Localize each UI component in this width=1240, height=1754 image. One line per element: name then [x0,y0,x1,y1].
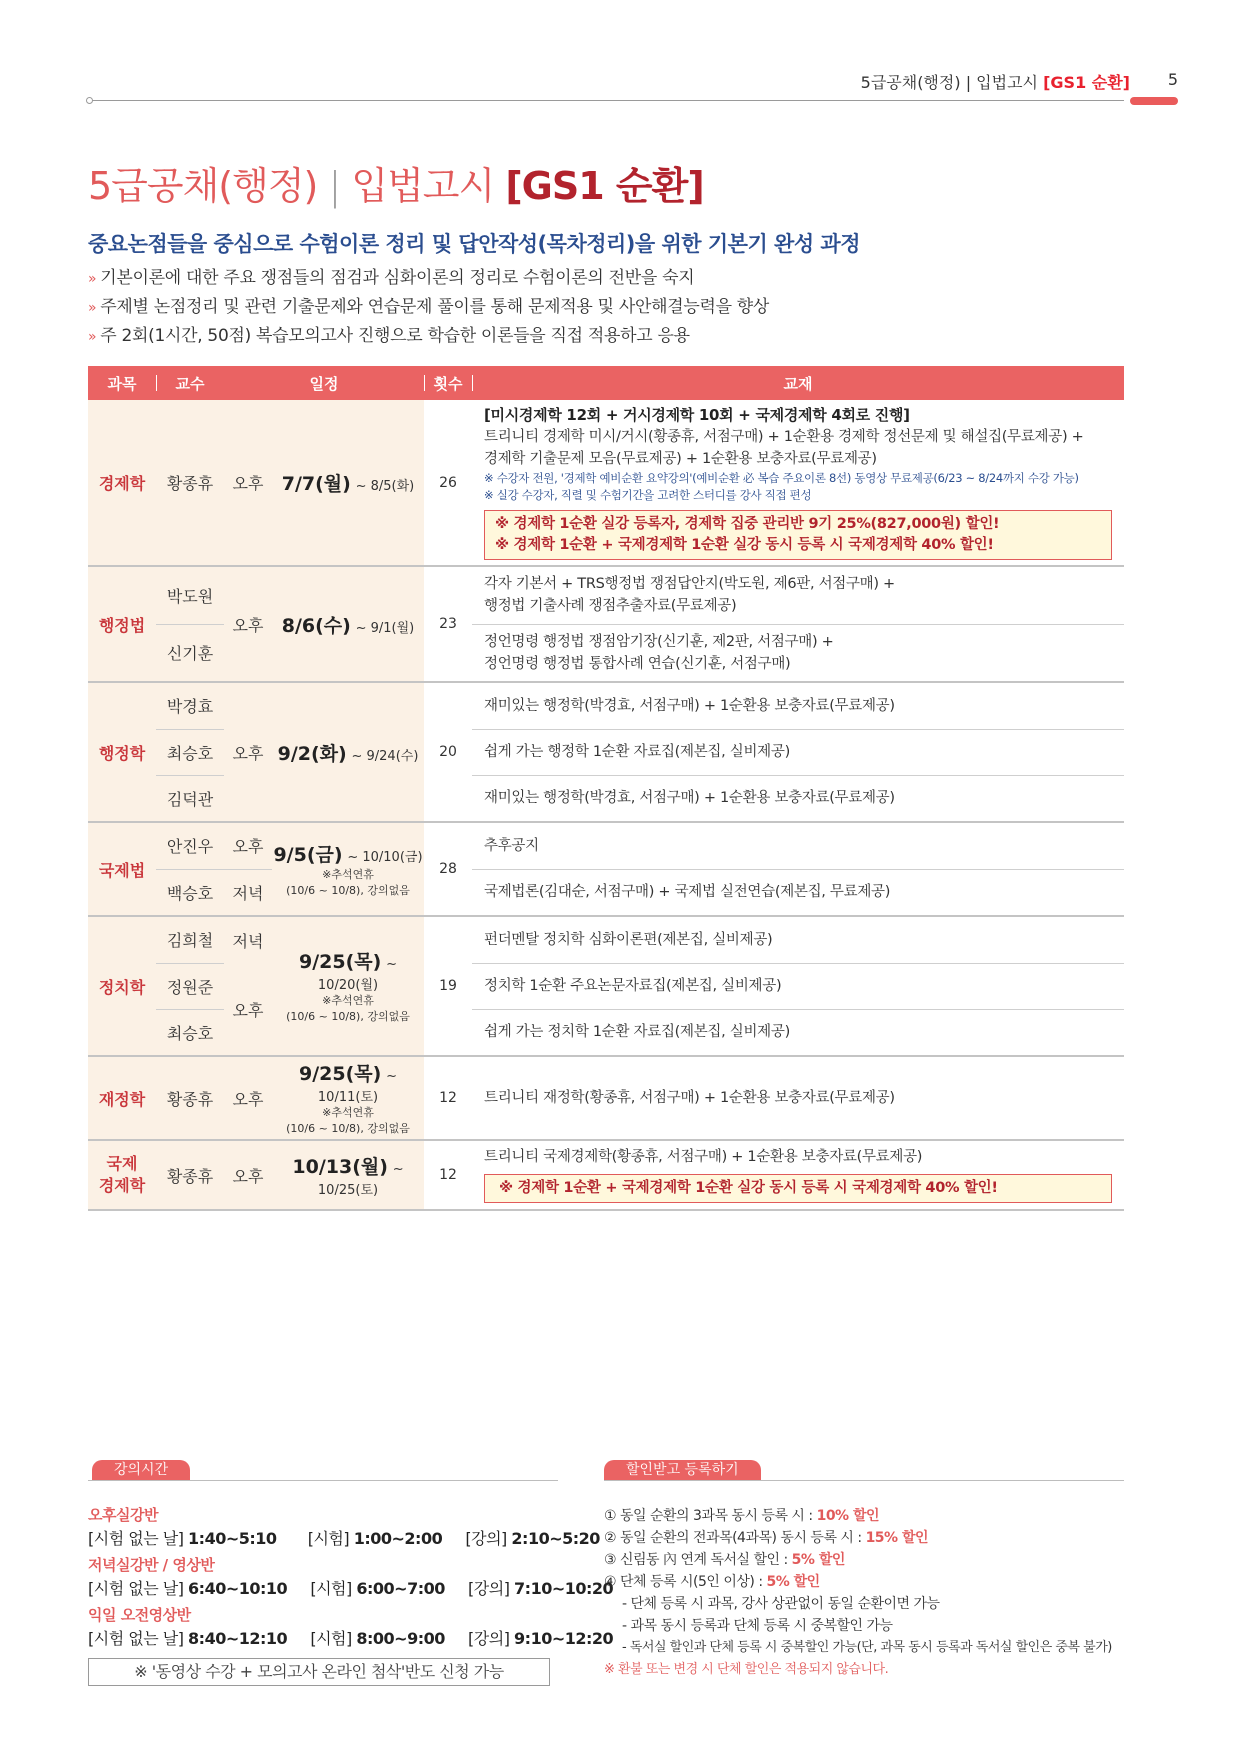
time-value: 1:00~2:00 [353,1529,443,1548]
lecture-times-divider [88,1480,558,1481]
promo-line: ※ 경제학 1순환 + 국제경제학 1순환 실강 동시 등록 시 국제경제학 40% 할인! [495,536,994,553]
discount-rate: 15% 할인 [865,1530,928,1546]
page-number: 5 [1167,70,1178,89]
schedule-cell [272,1056,424,1140]
schedule-cell [272,400,424,566]
discount-rate: 10% 할인 [816,1508,880,1524]
time-value: 1:40~5:10 [188,1529,277,1548]
discount-item [604,1527,1144,1549]
date-sub: ~ 9/24(수) [351,748,419,764]
table-row-politics [88,916,1124,963]
promo-line: ※ 경제학 1순환 실강 등록자, 경제학 집중 관리반 9기 25%(827,000원) 할인! [495,515,1000,532]
time-value: 8:00~9:00 [356,1629,445,1648]
professor-cell: 최승호 [156,729,224,775]
discount-text: ④ 단체 등록 시(5인 이상) : [604,1574,767,1590]
time-cell: 오후 [224,566,272,682]
subject-cell [88,1140,156,1210]
time-cell: 오후 [224,963,272,1056]
title-part3: [GS1 순환] [505,164,704,208]
running-header-part2: 입법고시 [976,73,1038,92]
bullet-marker: » [88,271,97,287]
professor-cell: 황종휴 [156,1056,224,1140]
professor-cell: 황종휴 [156,400,224,566]
discount-subitem: - 과목 동시 등록과 단체 등록 시 중복할인 가능 [622,1618,893,1634]
online-option-note: ※ '동영상 수강 + 모의고사 온라인 첨삭'반도 신청 가능 [88,1658,550,1686]
date-sub: ~ 10/20(월) [317,957,397,993]
professor-cell: 황종휴 [156,1140,224,1210]
promo-box [484,510,1112,560]
date-note: (10/6 ~ 10/8), 강의없음 [286,1010,410,1023]
lecture-times [88,1504,614,1652]
subject-line: 국제 [106,1154,138,1173]
textbook-line: 행정법 기출사례 쟁점추출자료(무료제공) [484,598,737,615]
textbook-cell: 쉽게 가는 행정학 1순환 자료집(제본집, 실비제공) [472,729,1124,775]
time-cell: 오후 [224,1056,272,1140]
textbook-cell [472,400,1124,566]
intro-bullets [88,264,769,351]
time-cell: 저녁 [224,916,272,963]
lecture-times-label: 강의시간 [92,1460,190,1480]
promo-box [484,1174,1112,1203]
schedule-cell [272,566,424,682]
header-subject: 과목 [88,366,156,400]
count-cell: 19 [424,916,472,1056]
header-schedule: 일정 [224,366,424,400]
professor-cell: 정원준 [156,963,224,1009]
lecture-group-name: 저녁실강반 / 영상반 [88,1556,215,1574]
discount-warning: ※ 환불 또는 변경 시 단체 할인은 적용되지 않습니다. [604,1662,889,1677]
lecture-time-row [88,1626,614,1652]
lecture-group-name: 익일 오전영상반 [88,1606,191,1624]
intro-bullet [88,322,769,351]
discount-subitem: - 단체 등록 시 과목, 강사 상관없이 동일 순환이면 가능 [622,1596,940,1612]
bullet-text: 기본이론에 대한 주요 쟁점들의 점검과 심화이론의 정리로 수험이론의 전반을 숙지 [100,268,695,288]
schedule-cell [272,822,424,916]
time-value: 2:10~5:20 [511,1529,600,1548]
promo-line: ※ 경제학 1순환 + 국제경제학 1순환 실강 동시 등록 시 국제경제학 40% 할인! [499,1179,998,1196]
date-sub: ~ 10/11(토) [317,1069,397,1105]
discount-text: ③ 신림동 內 연계 독서실 할인 : [604,1552,792,1568]
running-header [861,70,1130,93]
subject-cell: 재정학 [88,1056,156,1140]
bullet-text: 주 2회(1시간, 50점) 복습모의고사 진행으로 학습한 이론들을 직접 적용하고 응용 [100,326,690,346]
discount-item [604,1505,1144,1527]
schedule-cell [272,682,424,822]
subject-cell: 경제학 [88,400,156,566]
time-value: 8:40~12:10 [188,1629,288,1648]
textbook-cell: 정치학 1순환 주요논문자료집(제본집, 실비제공) [472,963,1124,1009]
professor-cell: 안진우 [156,822,224,869]
textbook-line: 정언명령 행정법 쟁점암기장(신기훈, 제2판, 서점구매) + [484,633,834,650]
time-label: [강의] [468,1579,510,1598]
textbook-line: 경제학 기출문제 모음(무료제공) + 1순환용 보충자료(무료제공) [484,450,877,467]
discount-subitem: - 독서실 할인과 단체 등록 시 중복할인 가능(단, 과목 동시 등록과 독서실 할인은 중복 불가) [622,1640,1112,1655]
bullet-text: 주제별 논점정리 및 관련 기출문제와 연습문제 풀이를 통해 문제적용 및 사안해결능력을 향상 [100,297,770,317]
subject-cell: 행정학 [88,682,156,822]
schedule-cell [272,1140,424,1210]
time-label: [시험] [310,1579,352,1598]
time-label: [시험 없는 날] [88,1529,184,1548]
textbook-cell [472,566,1124,624]
date-main: 8/6(수) [281,614,351,637]
date-sub: ~ 10/10(금) [347,849,423,865]
textbook-cell [472,624,1124,682]
time-label: [강의] [468,1629,510,1648]
count-cell: 23 [424,566,472,682]
time-cell: 오후 [224,822,272,869]
professor-cell: 박도원 [156,566,224,624]
table-row-intl-law [88,822,1124,869]
date-sub: ~ 9/1(월) [355,620,415,636]
time-cell: 오후 [224,1140,272,1210]
discount-label: 할인받고 등록하기 [604,1460,761,1480]
running-header-part1: 5급공채(행정) [860,73,961,92]
textbook-cell: 재미있는 행정학(박경효, 서점구매) + 1순환용 보충자료(무료제공) [472,775,1124,822]
textbook-cell: 국제법론(김대순, 서점구매) + 국제법 실전연습(제본집, 무료제공) [472,869,1124,916]
discount-list [604,1505,1144,1681]
time-cell: 오후 [224,682,272,822]
title-part1: 5급공채(행정) [88,164,318,208]
professor-cell: 김희철 [156,916,224,963]
discount-item [604,1571,1144,1593]
date-note: ※추석연휴 [322,1106,374,1119]
textbook-note: ※ 수강자 전원, '경제학 예비순환 요약강의'(예비순환 必 복습 주요이론 8선) 동영상 무료제공(6/23 ~ 8/24까지 수강 가능) [484,470,1079,485]
header-count: 횟수 [424,366,472,400]
date-note: ※추석연휴 [322,994,374,1007]
count-cell: 12 [424,1140,472,1210]
count-cell: 20 [424,682,472,822]
date-main: 9/2(화) [277,742,347,765]
date-note: (10/6 ~ 10/8), 강의없음 [286,1122,410,1135]
lecture-group [88,1504,600,1552]
textbook-cell [472,1140,1124,1210]
discount-rate: 5% 할인 [791,1552,845,1568]
header-divider [88,100,1124,101]
schedule-cell [272,916,424,1056]
intro-bullet [88,264,769,293]
date-main: 9/25(목) [298,951,382,973]
table-row-public-admin [88,682,1124,729]
textbook-cell: 펀더멘탈 정치학 심화이론편(제본집, 실비제공) [472,916,1124,963]
subject-cell: 정치학 [88,916,156,1056]
textbook-cell: 트리니티 재정학(황종휴, 서점구매) + 1순환용 보충자료(무료제공) [472,1056,1124,1140]
table-row-admin-law [88,566,1124,624]
page-subtitle: 중요논점들을 중심으로 수험이론 정리 및 답안작성(목차정리)을 위한 기본기 완성 과정 [88,232,861,256]
lecture-group-name: 오후실강반 [88,1506,158,1524]
professor-cell: 김덕관 [156,775,224,822]
header-textbook: 교재 [472,366,1124,400]
textbook-line: 각자 기본서 + TRS행정법 쟁점답안지(박도원, 제6판, 서점구매) + [484,576,895,593]
page-title [88,155,704,210]
date-main: 9/25(목) [298,1063,382,1085]
textbook-cell: 쉽게 가는 정치학 1순환 자료집(제본집, 실비제공) [472,1009,1124,1056]
bullet-marker: » [88,300,97,316]
running-header-sep: | [965,73,972,92]
lecture-group [88,1604,614,1652]
date-sub: ~ 10/25(토) [317,1162,404,1198]
discount-rate: 5% 할인 [766,1574,820,1590]
lecture-time-row [88,1576,614,1602]
time-value: 9:10~12:20 [514,1629,614,1648]
discount-divider [604,1480,1124,1481]
table-row-intl-econ [88,1140,1124,1210]
title-sep: | [328,164,341,208]
table-row-finance [88,1056,1124,1140]
textbook-line: 정언명령 행정법 통합사례 연습(신기훈, 서점구매) [484,655,791,672]
time-label: [시험] [307,1529,350,1548]
intro-bullet [88,293,769,322]
running-header-part3: [GS1 순환] [1043,73,1130,92]
discount-text: ① 동일 순환의 3과목 동시 등록 시 : [604,1508,817,1524]
professor-cell: 박경효 [156,682,224,729]
count-cell: 28 [424,822,472,916]
lecture-group [88,1554,614,1602]
date-main: 9/5(금) [273,843,343,866]
professor-cell: 백승호 [156,869,224,916]
time-value: 7:10~10:20 [514,1579,614,1598]
date-sub: ~ 8/5(화) [355,479,415,494]
date-main: 10/13(월) [292,1156,388,1178]
title-part2: 입법고시 [351,164,495,208]
textbook-cell: 추후공지 [472,822,1124,869]
schedule-table [88,366,1124,1211]
count-cell: 12 [424,1056,472,1140]
time-value: 6:40~10:10 [188,1579,288,1598]
textbook-line: 트리니티 국제경제학(황종휴, 서점구매) + 1순환용 보충자료(무료제공) [484,1148,923,1165]
professor-cell: 최승호 [156,1009,224,1056]
date-note: ※추석연휴 [322,867,374,881]
subject-line: 경제학 [98,1176,146,1195]
table-row-intl-law [88,869,1124,916]
count-cell: 26 [424,400,472,566]
date-note: (10/6 ~ 10/8), 강의없음 [286,883,410,897]
discount-item [604,1549,1144,1571]
time-label: [시험 없는 날] [88,1579,184,1598]
header-professor: 교수 [156,366,224,400]
table-row-politics [88,963,1124,1009]
table-row-economics [88,400,1124,566]
time-label: [강의] [465,1529,507,1548]
time-cell: 저녁 [224,869,272,916]
header-accent-bar [1130,97,1178,105]
time-label: [시험] [310,1629,352,1648]
lecture-time-row [88,1526,600,1552]
date-main: 7/7(월) [281,473,351,495]
header-dot [86,97,93,104]
professor-cell: 신기훈 [156,624,224,682]
time-cell: 오후 [224,400,272,566]
subject-cell: 국제법 [88,822,156,916]
textbook-cell: 재미있는 행정학(박경효, 서점구매) + 1순환용 보충자료(무료제공) [472,682,1124,729]
time-value: 6:00~7:00 [356,1579,445,1598]
table-header-row [88,366,1124,400]
bullet-marker: » [88,329,97,345]
textbook-heading: [미시경제학 12회 + 거시경제학 10회 + 국제경제학 4회로 진행] [484,405,910,424]
subject-cell: 행정법 [88,566,156,682]
discount-text: ② 동일 순환의 전과목(4과목) 동시 등록 시 : [604,1530,866,1546]
textbook-line: 트리니티 경제학 미시/거시(황종휴, 서점구매) + 1순환용 경제학 정선문제 및 해설집(무료제공) + [484,428,1084,445]
time-label: [시험 없는 날] [88,1629,184,1648]
textbook-note: ※ 실강 수강자, 직렬 및 수험기간을 고려한 스터디를 강사 직접 편성 [484,487,812,502]
